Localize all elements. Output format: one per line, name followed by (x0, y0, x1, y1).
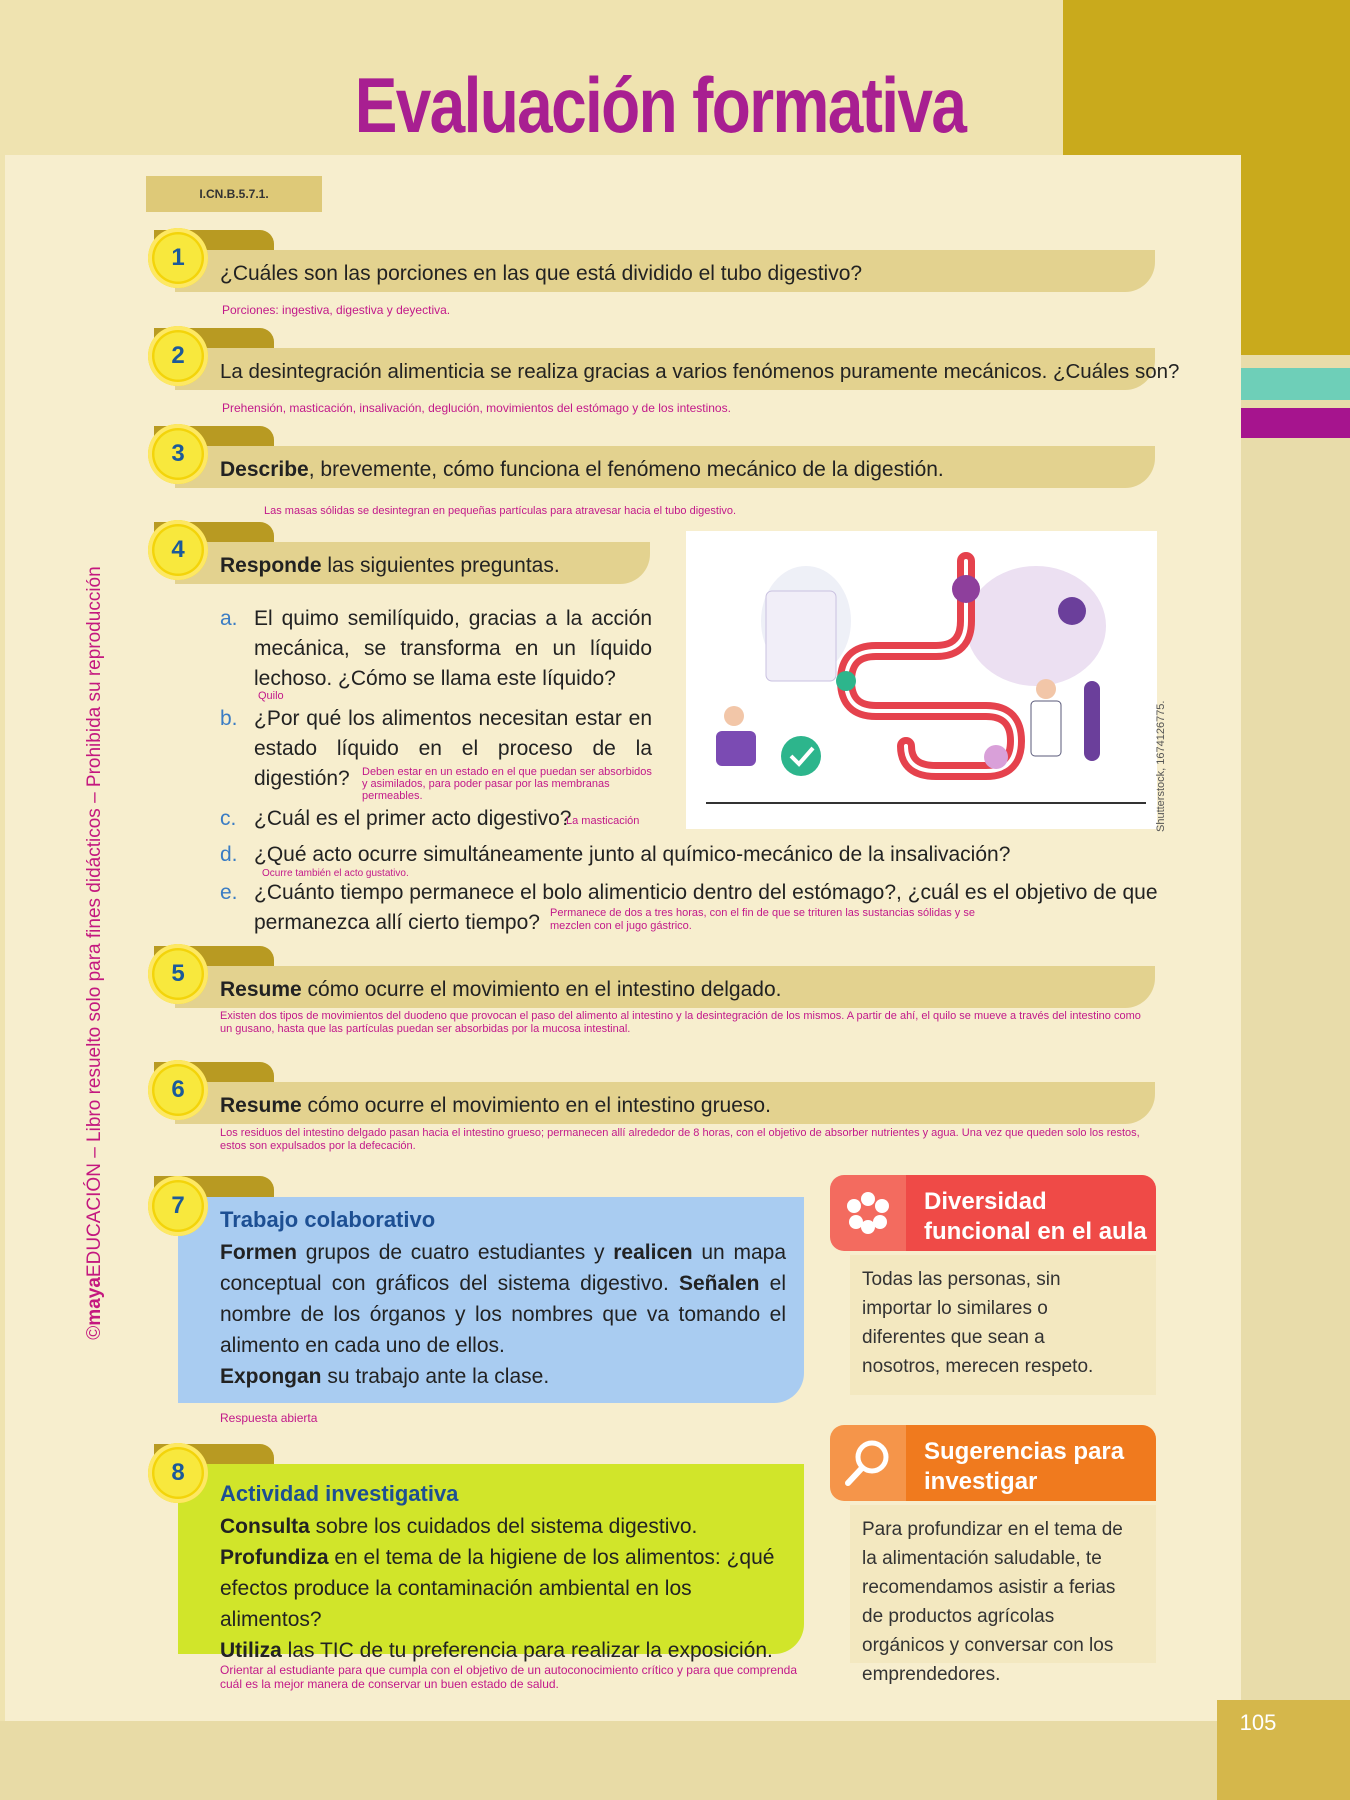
diversity-title-line1: Diversidad (924, 1188, 1047, 1215)
q7-text-2: un mapa conceptual con gráficos del sistema digestivo. (220, 1241, 786, 1295)
collaborative-work-title: Trabajo colaborativo (220, 1207, 436, 1232)
q4a-question: El quimo semilíquido, gracias a la acción mecánica, se transforma en un líquido lechoso. ¿Cómo se llama este líquido? (254, 607, 652, 690)
q7-answer: Respuesta abierta (220, 1411, 318, 1425)
bottom-band (0, 1721, 1350, 1800)
q4-instruction (220, 554, 560, 578)
q6-number: 6 (171, 1076, 185, 1103)
q5-verb: Resume (220, 978, 302, 1001)
copyright-symbol: © (84, 1325, 105, 1340)
q6-answer: Los residuos del intestino delgado pasan hacia el intestino grueso; permanecen allí alrededor de 8 horas, con el objetivo de absorber nutrientes y agua. Una vez que queden solo los restos, estos son expulsados por la defecación. (220, 1127, 1140, 1152)
q4a-answer: Quilo (258, 690, 284, 702)
q4b-question: ¿Por qué los alimentos necesitan estar en estado líquido en el proceso de la digestión? (254, 707, 652, 790)
q4b-answer: Deben estar en un estado en el que puedan ser absorbidos y asimilados, para poder pasar por las membranas permeables. (362, 766, 652, 802)
q8-number: 8 (171, 1459, 185, 1486)
page-title: Evaluación formativa (354, 61, 966, 149)
q6-verb: Resume (220, 1094, 302, 1117)
teal-accent-strip (1241, 368, 1350, 400)
q5-answer: Existen dos tipos de movimientos del duodeno que provocan el paso del alimento al intestino y la desintegración de los mismos. A partir de ahí, el quilo se mueve a través del intestino como un gusano, hasta que las partículas puedan ser absorbidas por la mucosa intestinal. (220, 1010, 1141, 1035)
q7-verb-4: Expongan (220, 1365, 322, 1388)
q2-question: La desintegración alimenticia se realiza gracias a varios fenómenos puramente mecánicos. ¿Cuáles son? (220, 360, 1180, 383)
indicator-code: I.CN.B.5.7.1. (146, 176, 322, 212)
vertical-copyright-text (84, 393, 106, 1513)
q8-verb-1: Consulta (220, 1515, 310, 1538)
q4c-answer: La masticación (566, 815, 640, 827)
q4b-letter: b. (220, 707, 238, 730)
intestine-illustration-svg (686, 531, 1157, 829)
image-credit: Shutterstock, 1674126775. (1155, 700, 1167, 832)
suggest-title-line2: investigar (924, 1468, 1038, 1495)
suggest-body (850, 1505, 1156, 1685)
q4-verb: Responde (220, 554, 322, 577)
copyright-rest: EDUCACIÓN – Libro resuelto solo para fines didácticos – Prohibida su reproducción (84, 566, 105, 1278)
diversity-body (850, 1255, 1156, 1395)
q7-text-1: grupos de cuatro estudiantes y (297, 1241, 614, 1264)
q7-number: 7 (171, 1192, 185, 1219)
q7-verb-1: Formen (220, 1241, 298, 1264)
suggest-text: Para profundizar en el tema de la alimentación saludable, te recomendamos asistir a ferias de productos agrícolas orgánicos y conversar con los emprendedores. (862, 1519, 1123, 1685)
q4e-question-line1: ¿Cuánto tiempo permanece el bolo alimenticio dentro del estómago?, ¿cuál es el objetivo de que (254, 881, 1158, 904)
q6-question-text: cómo ocurre el movimiento en el intestino grueso. (301, 1094, 771, 1117)
q1-answer: Porciones: ingestiva, digestiva y deyectiva. (222, 303, 451, 317)
q4d-answer: Ocurre también el acto gustativo. (262, 868, 409, 879)
digestive-system-illustration (686, 531, 1157, 829)
magnifier-icon (830, 1425, 906, 1501)
q4-instruction-text: las siguientes preguntas. (321, 554, 560, 577)
q2-number: 2 (171, 342, 185, 369)
research-activity-title: Actividad investigativa (220, 1481, 459, 1506)
diversity-icon-box (830, 1175, 906, 1251)
q5-question (220, 978, 781, 1002)
q8-verb-3: Utiliza (220, 1639, 282, 1662)
diversity-header (906, 1175, 1156, 1251)
q8-answer: Orientar al estudiante para que cumpla con el objetivo de un autoconocimiento crítico y para que comprenda cuál es la mejor manera de conservar un buen estado de salud. (220, 1663, 798, 1691)
q3-question-text: , brevemente, cómo funciona el fenómeno mecánico de la digestión. (308, 458, 944, 481)
q1-number: 1 (171, 244, 185, 271)
right-margin-strip (1241, 355, 1350, 1800)
diversity-title-line2: funcional en el aula (924, 1218, 1147, 1245)
q4c-letter: c. (220, 807, 237, 830)
q7-text-4: su trabajo ante la clase. (321, 1365, 550, 1388)
q3-answer: Las masas sólidas se desintegran en pequeñas partículas para atravesar hacia el tubo digestivo. (264, 505, 737, 517)
research-activity-text (220, 1511, 786, 1666)
flower-icon (830, 1175, 906, 1251)
q3-number: 3 (171, 440, 185, 467)
q4e-letter: e. (220, 881, 238, 904)
q6-question (220, 1094, 771, 1118)
q5-question-text: cómo ocurre el movimiento en el intestino delgado. (301, 978, 782, 1001)
q7-verb-3: Señalen (678, 1272, 760, 1295)
suggest-header (906, 1425, 1156, 1501)
magenta-accent-strip (1241, 408, 1350, 438)
q4d-question: ¿Qué acto ocurre simultáneamente junto al químico-mecánico de la insalivación? (254, 843, 1011, 866)
q8-text-3: las TIC de tu preferencia para realizar la exposición. (281, 1639, 773, 1662)
q8-text-2: en el tema de la higiene de los alimentos: ¿qué efectos produce la contaminación ambiental en los alimentos? (220, 1546, 775, 1631)
page-number: 105 (1239, 1710, 1277, 1735)
q8-verb-2: Profundiza (220, 1546, 329, 1569)
q4c-question: ¿Cuál es el primer acto digestivo? (254, 807, 572, 830)
q3-verb: Describe (220, 458, 309, 481)
q1-question: ¿Cuáles son las porciones en las que está dividido el tubo digestivo? (220, 262, 863, 285)
diversity-text: Todas las personas, sin importar lo similares o diferentes que sean a nosotros, merecen respeto. (862, 1269, 1094, 1377)
q8-text-1: sobre los cuidados del sistema digestivo. (309, 1515, 698, 1538)
q4-number: 4 (171, 536, 185, 563)
q2-answer: Prehensión, masticación, insalivación, deglución, movimientos del estómago y de los intestinos. (222, 401, 731, 415)
q3-question (220, 458, 944, 482)
q4e-question-line2: permanezca allí cierto tiempo? (254, 911, 540, 934)
q4a-letter: a. (220, 607, 238, 630)
q7-verb-2: realicen (613, 1241, 693, 1264)
q4e-answer: Permanece de dos a tres horas, con el fin de que se trituren las sustancias sólidas y se mezclen con el jugo gástrico. (550, 907, 975, 932)
q5-number: 5 (171, 960, 185, 987)
brand-name: maya (84, 1277, 105, 1326)
suggest-title-line1: Sugerencias para (924, 1438, 1125, 1465)
q4d-letter: d. (220, 843, 238, 866)
collaborative-work-text (220, 1237, 786, 1392)
q7-text-3: el nombre de los órganos y los nombres que va tomando el alimento en cada uno de ellos. (220, 1272, 786, 1357)
suggest-icon-box (830, 1425, 906, 1501)
